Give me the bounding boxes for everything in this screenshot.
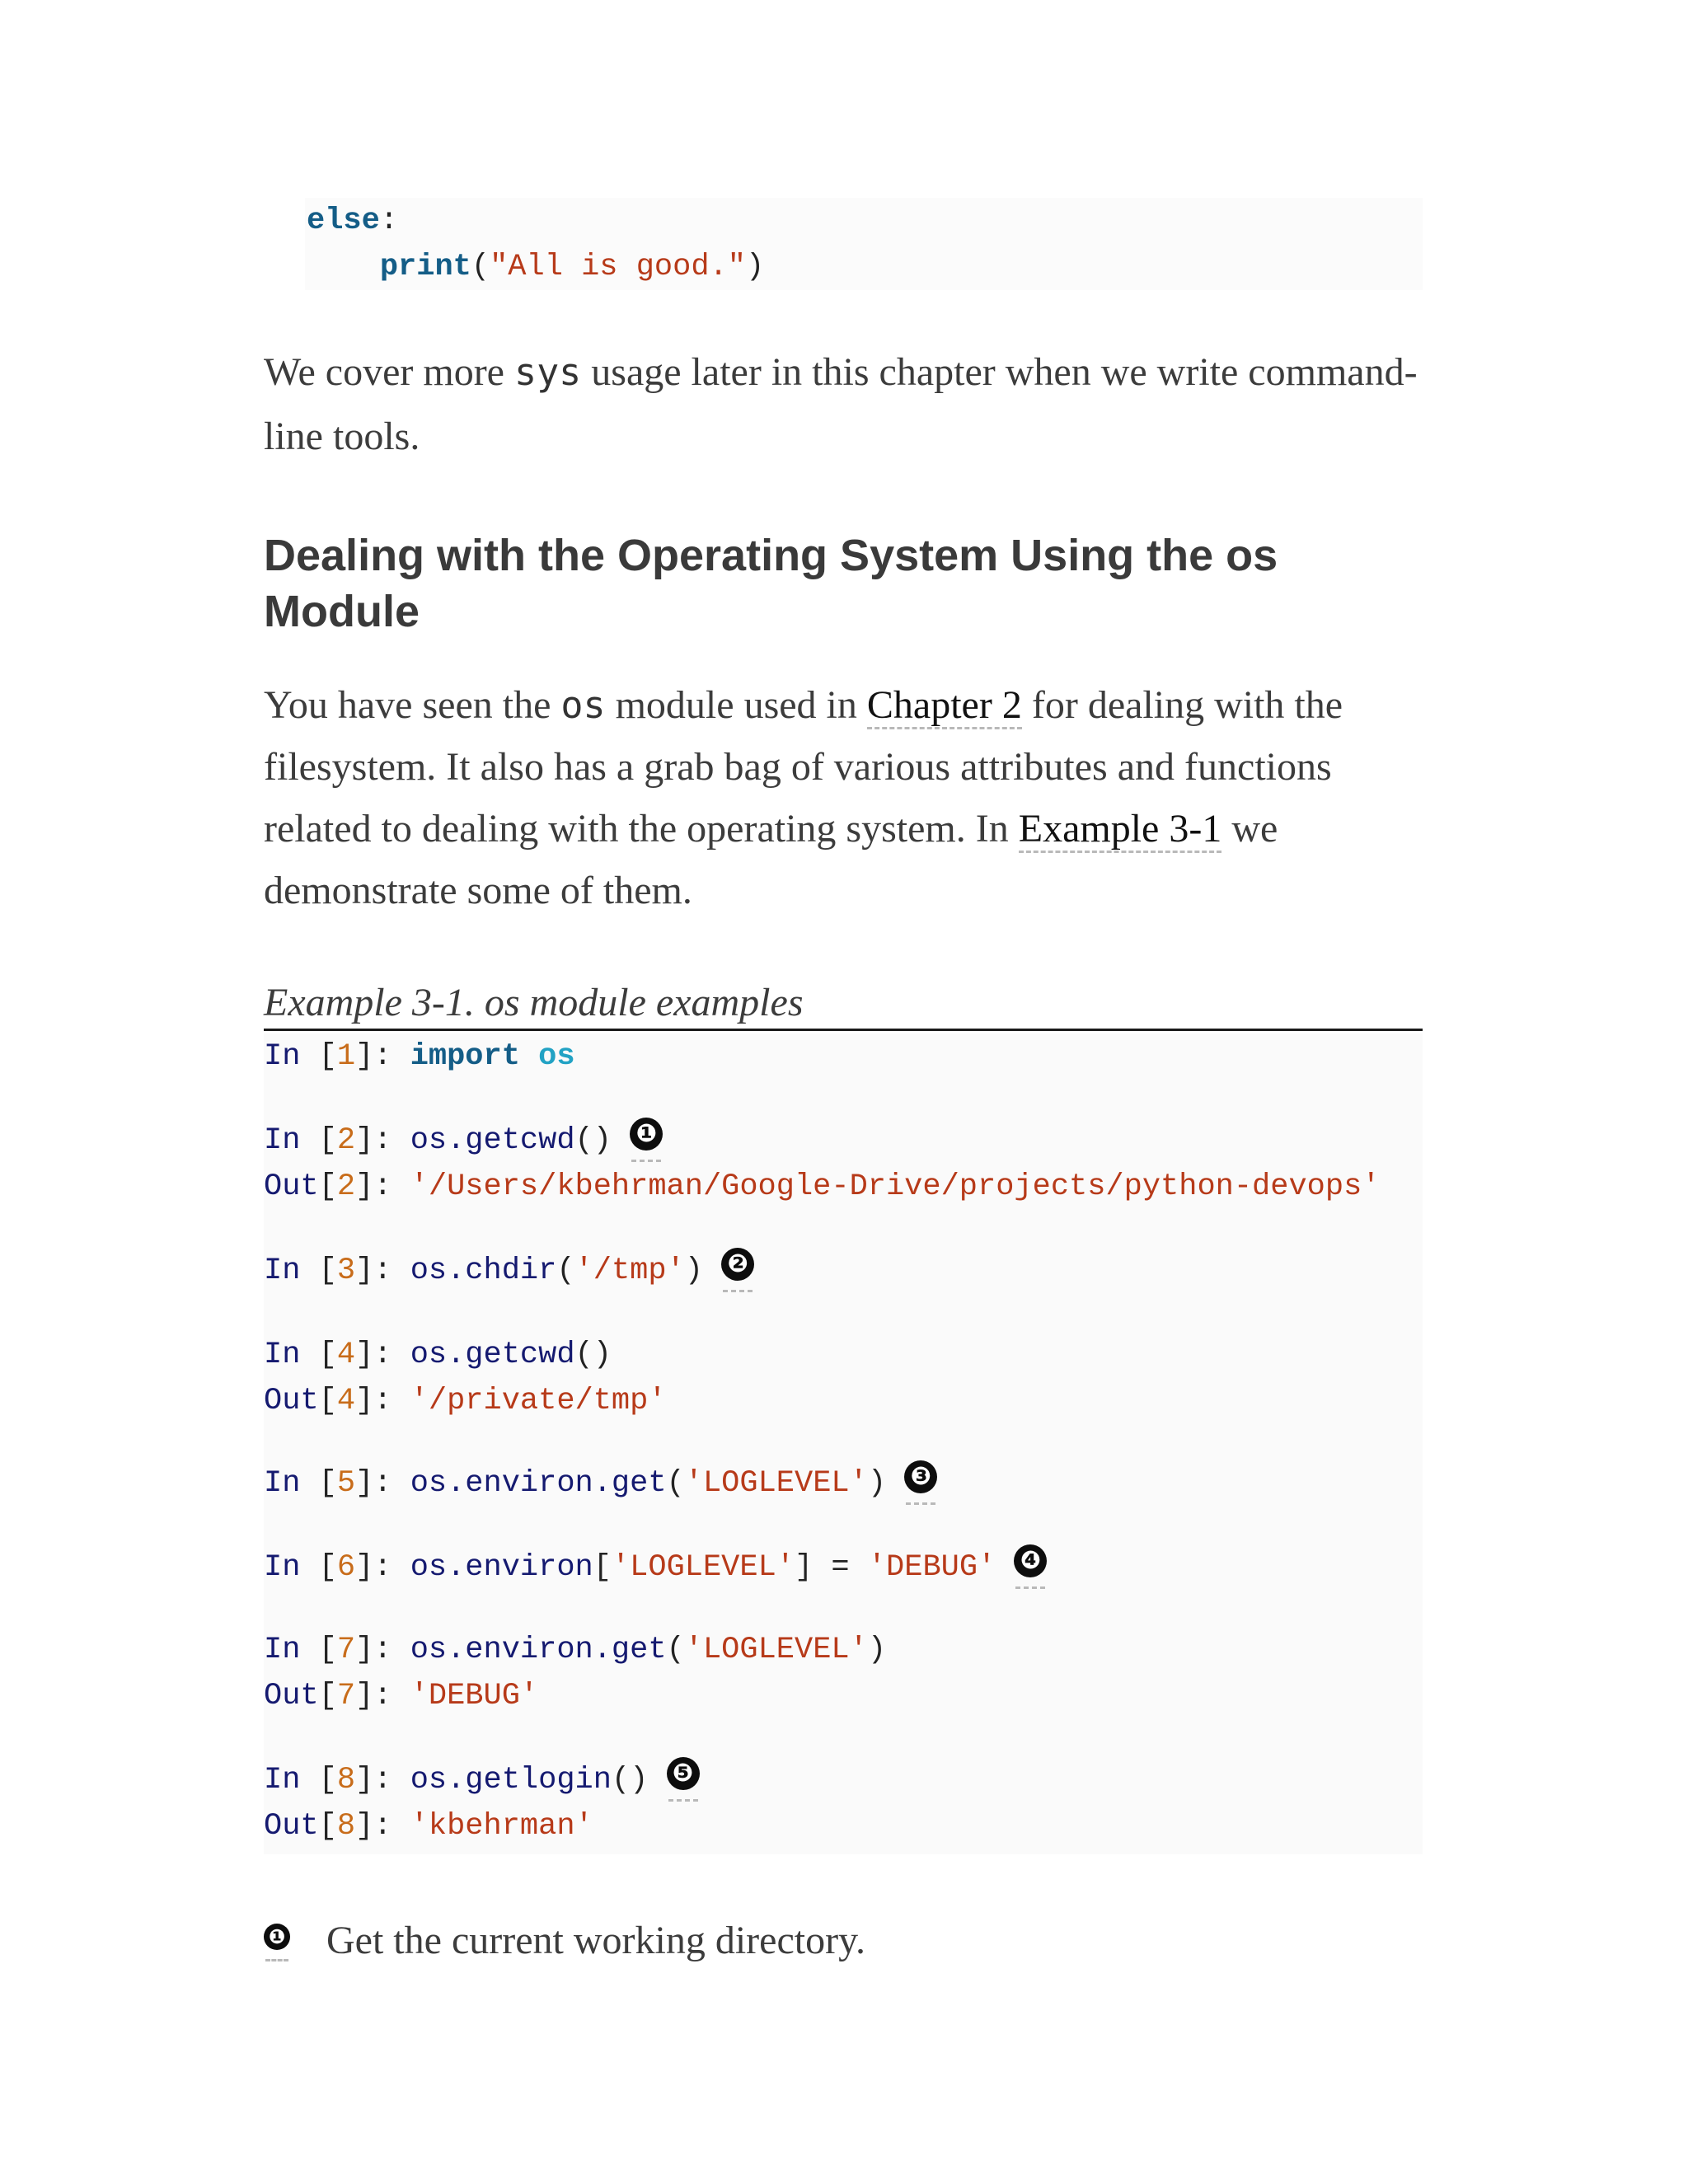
code-line: [307, 244, 1423, 290]
chapter-2-link[interactable]: Chapter 2: [867, 683, 1022, 729]
code-keyword: import: [410, 1039, 520, 1074]
text: You have seen the: [264, 683, 561, 727]
code-line: [307, 198, 1423, 244]
code-punct: (): [574, 1338, 612, 1372]
prompt-label: In: [264, 1338, 301, 1372]
text: module used in: [605, 683, 867, 727]
section-heading: Dealing with the Operating System Using the os Module: [264, 531, 1278, 636]
code-line-in-1: In [1]: import os: [264, 1039, 575, 1074]
code-call: os.environ: [410, 1550, 593, 1585]
code-string: 'DEBUG': [867, 1550, 996, 1585]
code-string: '/tmp': [574, 1254, 685, 1288]
code-line-out-8: Out[8]: 'kbehrman': [264, 1809, 593, 1844]
code-call: os.getlogin: [410, 1763, 612, 1797]
code-punct: ): [867, 1466, 887, 1501]
example-3-1-link[interactable]: Example 3-1: [1019, 807, 1222, 853]
code-punct: ): [684, 1254, 703, 1288]
prompt-label: Out: [264, 1679, 319, 1713]
code-line-in-4: In [4]: os.getcwd(): [264, 1338, 612, 1372]
prompt-number: 6: [336, 1550, 356, 1585]
prompt-label: Out: [264, 1809, 319, 1844]
callout-3-icon[interactable]: ❸: [904, 1460, 937, 1493]
code-punct: (: [666, 1633, 685, 1667]
code-call: os.environ.get: [410, 1633, 667, 1667]
prompt-number: 7: [336, 1633, 356, 1667]
callout-annotation-1: [264, 1912, 1418, 1970]
code-block-top: [305, 198, 1423, 290]
prompt-number: 1: [336, 1039, 356, 1074]
code-string: 'DEBUG': [410, 1679, 539, 1713]
text: we demonstrate some of them.: [264, 807, 1278, 912]
code-string: '/private/tmp': [410, 1384, 667, 1418]
callout-5-icon[interactable]: ❺: [667, 1757, 700, 1790]
code-call: os.getcwd: [410, 1123, 575, 1158]
paragraph-sys-usage: [264, 340, 1426, 469]
code-string: 'kbehrman': [410, 1809, 593, 1844]
code-punct: (: [666, 1466, 685, 1501]
code-module: os: [538, 1039, 575, 1074]
code-keyword: else: [307, 204, 380, 238]
paragraph-os-module: [264, 674, 1426, 921]
callout-1-icon[interactable]: ❶: [630, 1118, 663, 1151]
code-string: 'LOGLEVEL': [611, 1550, 795, 1585]
callout-4-icon[interactable]: ❹: [1014, 1544, 1047, 1577]
prompt-label: In: [264, 1254, 301, 1288]
code-punct: [: [593, 1550, 612, 1585]
code-line-in-7: In [7]: os.environ.get('LOGLEVEL'): [264, 1633, 887, 1667]
prompt-number: 8: [336, 1809, 356, 1844]
prompt-label: In: [264, 1466, 301, 1501]
prompt-label: In: [264, 1550, 301, 1585]
code-punct: ] =: [795, 1550, 868, 1585]
inline-code: os: [560, 683, 606, 727]
code-line-in-6: In [6]: os.environ['LOGLEVEL'] = 'DEBUG' ❹: [264, 1544, 1047, 1591]
code-punct: (): [611, 1763, 649, 1797]
text: We cover more: [264, 350, 514, 394]
callout-2-icon[interactable]: ❷: [721, 1248, 754, 1281]
code-punct: (: [471, 250, 490, 284]
code-string: 'LOGLEVEL': [684, 1466, 868, 1501]
code-punct: :: [379, 204, 399, 238]
code-line-out-7: Out[7]: 'DEBUG': [264, 1679, 539, 1713]
code-call: os.chdir: [410, 1254, 557, 1288]
code-punct: (: [556, 1254, 575, 1288]
inline-code: sys: [513, 350, 582, 394]
prompt-label: In: [264, 1633, 301, 1667]
code-call: os.getcwd: [410, 1338, 575, 1372]
code-block-example: [264, 1033, 1423, 1854]
example-caption: Example 3-1. os module examples: [264, 977, 1423, 1031]
code-punct: ): [867, 1633, 887, 1667]
prompt-label: In: [264, 1039, 301, 1074]
prompt-number: 7: [336, 1679, 356, 1713]
code-line-out-4: Out[4]: '/private/tmp': [264, 1384, 667, 1418]
code-string: 'LOGLEVEL': [684, 1633, 868, 1667]
prompt-number: 8: [336, 1763, 356, 1797]
code-line-in-5: In [5]: os.environ.get('LOGLEVEL') ❸: [264, 1460, 937, 1507]
code-call: os.environ.get: [410, 1466, 667, 1501]
prompt-label: In: [264, 1123, 301, 1158]
code-punct: (): [574, 1123, 612, 1158]
prompt-number: 3: [336, 1254, 356, 1288]
callout-1-icon[interactable]: ❶: [264, 1924, 290, 1950]
prompt-label: Out: [264, 1384, 319, 1418]
code-function: print: [379, 250, 471, 284]
code-string: '/Users/kbehrman/Google-Drive/projects/python-devops': [410, 1169, 1381, 1204]
code-line-in-3: In [3]: os.chdir('/tmp') ❷: [264, 1248, 754, 1294]
prompt-number: 5: [336, 1466, 356, 1501]
prompt-label: Out: [264, 1169, 319, 1204]
code-line-out-2: Out[2]: '/Users/kbehrman/Google-Drive/projects/python-devops': [264, 1169, 1381, 1204]
text: usage later in this chapter when we write command-line tools.: [264, 350, 1418, 458]
code-line-in-2: In [2]: os.getcwd() ❶: [264, 1118, 663, 1164]
annotation-text: Get the current working directory.: [326, 1919, 865, 1962]
prompt-number: 4: [336, 1384, 356, 1418]
code-indent: [307, 250, 380, 284]
code-punct: ): [745, 250, 765, 284]
prompt-label: In: [264, 1763, 301, 1797]
prompt-number: 2: [336, 1169, 356, 1204]
text: for dealing with the filesystem. It also has a grab bag of various attributes and functions related to dealing with the operating system. In: [264, 683, 1343, 851]
code-line-in-8: In [8]: os.getlogin() ❺: [264, 1757, 700, 1803]
code-string: "All is good.": [490, 250, 746, 284]
prompt-number: 2: [336, 1123, 356, 1158]
prompt-number: 4: [336, 1338, 356, 1372]
